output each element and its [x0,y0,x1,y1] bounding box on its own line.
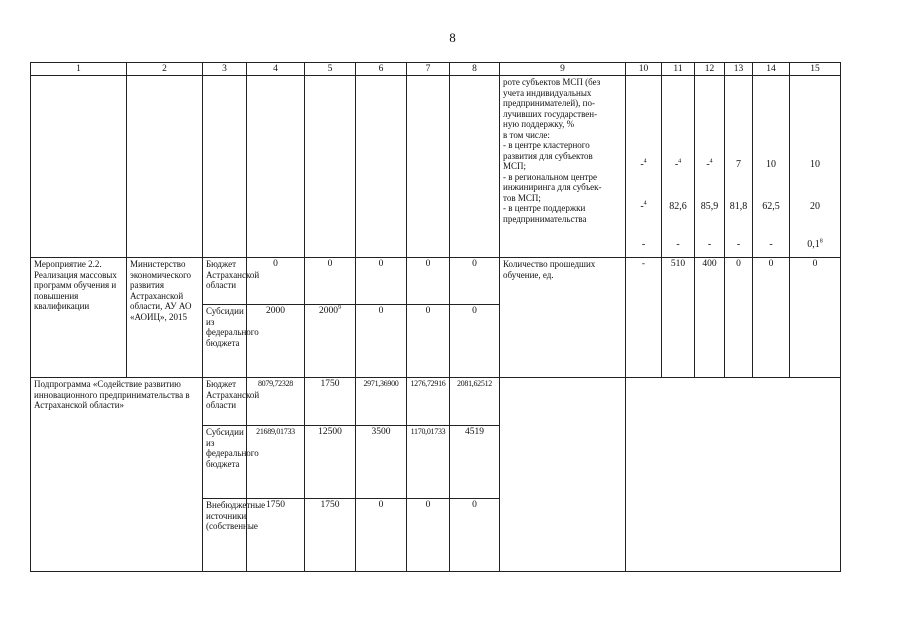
table-cell: 12500 [305,426,356,499]
table-cell: 1750 [305,499,356,572]
table-cell: 1750 [305,378,356,426]
col-header: 1 [31,63,127,76]
col-header: 15 [790,63,841,76]
page-number: 8 [449,30,456,45]
table-cell: 0 [753,258,790,378]
cell-col11: -$^4$ 82,6 - [662,76,695,258]
col-header: 10 [626,63,662,76]
program-table [30,62,841,572]
table-cell: - [626,258,662,378]
cell-col14: 10 62,5 - [753,76,790,258]
col-header: 12 [695,63,725,76]
col-header: 4 [247,63,305,76]
col-header: 6 [356,63,407,76]
indicator-continuation-row [31,76,841,258]
col-header: 3 [203,63,247,76]
measure-indicator: Количество прошедших обучение, ед. [500,258,626,378]
table-cell: 0 [407,499,450,572]
measure-row [31,258,841,305]
table-cell: 3500 [356,426,407,499]
table-cell: 0 [356,305,407,378]
subprogram-title: Подпрограмма «Содействие развитию инновационного предпринимательства в Астраханской области» [31,378,203,572]
funding-source: Бюджет Астраханской области [203,378,247,426]
table-cell: 510 [662,258,695,378]
table-cell: 2000$^9$ [305,305,356,378]
table-cell: 8079,72328 [247,378,305,426]
table-cell: 0 [407,305,450,378]
table-cell: 0 [356,258,407,305]
col-header: 9 [500,63,626,76]
table-cell: 2000 [247,305,305,378]
cell-col15: 10 20 $0,1^8$ [790,76,841,258]
col-header: 2 [127,63,203,76]
table-cell: 0 [305,258,356,305]
funding-source: Внебюджетные источники (собственные [203,499,247,572]
col-header: 13 [725,63,753,76]
subprogram-row [31,378,841,426]
col-header: 5 [305,63,356,76]
table-cell: 0 [407,258,450,305]
table-cell: 0 [356,499,407,572]
col-header: 7 [407,63,450,76]
funding-source: Субсидии из федерального бюджета [203,426,247,499]
cell-col13: 7 81,8 - [725,76,753,258]
table-cell: 1170,01733 [407,426,450,499]
table-cell: 0 [450,258,500,305]
indicator-text: роте субъектов МСП (без учета индивидуальных предпринимателей), по- лучивших государствен- ную поддержку, % в том числе: - в центре кластерного развития для субъектов МСП; - в региональном центре инжиниринга для субъек- тов МСП; - в центре поддержки предпринимательства [500,76,626,258]
col-header: 8 [450,63,500,76]
cell-col10: -$^4$ -$^4$ - [626,76,662,258]
table-cell: 1750 [247,499,305,572]
table-cell: 0 [790,258,841,378]
table-cell: 400 [695,258,725,378]
table-cell: 1276,72916 [407,378,450,426]
funding-source: Субсидии из федерального бюджета [203,305,247,378]
funding-source: Бюджет Астраханской области [203,258,247,305]
table-cell: 2081,62512 [450,378,500,426]
table-cell: 4519 [450,426,500,499]
column-number-row [31,63,841,76]
table-cell: 21689,01733 [247,426,305,499]
measure-title: Мероприятие 2.2. Реализация массовых программ обучения и повышения квалификации [31,258,127,378]
col-header: 14 [753,63,790,76]
measure-executor: Министерство экономического развития Астраханской области, АУ АО «АОИЦ», 2015 [127,258,203,378]
table-cell: 0 [247,258,305,305]
col-header: 11 [662,63,695,76]
table-cell: 0 [450,305,500,378]
table-cell: 0 [450,499,500,572]
table-cell: 2971,36900 [356,378,407,426]
table-cell: 0 [725,258,753,378]
cell-col12: -$^4$ 85,9 - [695,76,725,258]
